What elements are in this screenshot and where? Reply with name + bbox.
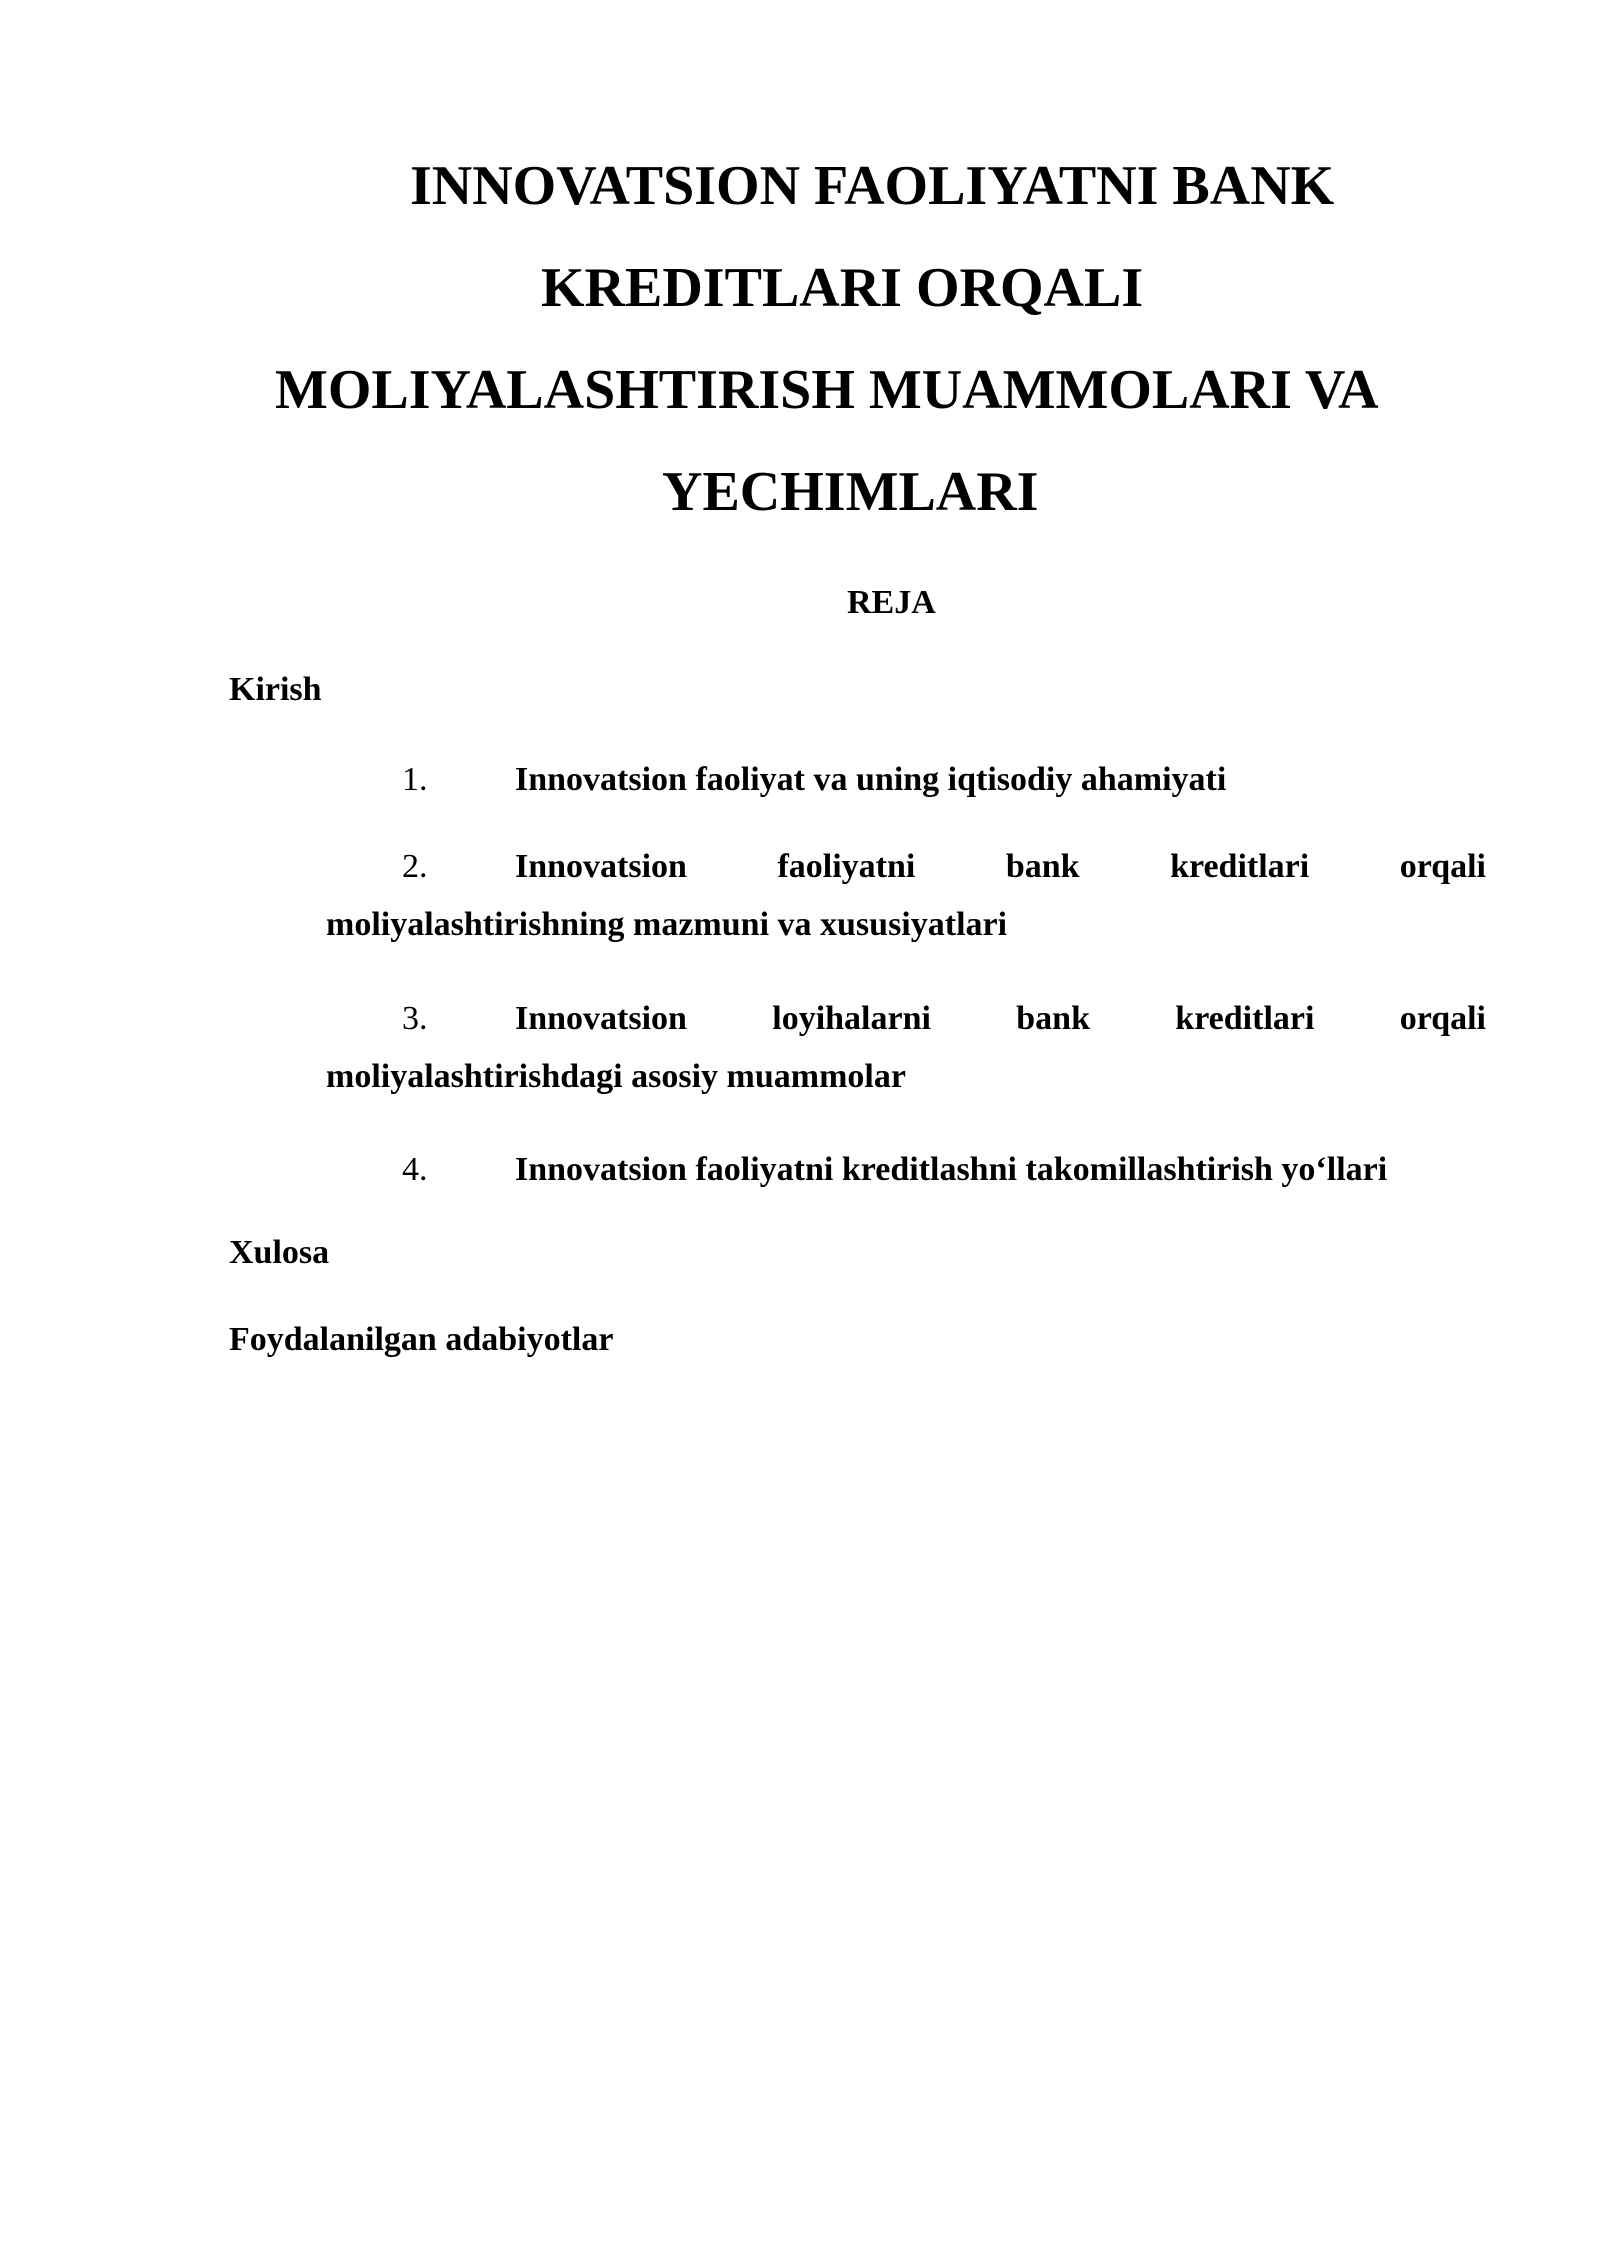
plan-item-3 [326, 987, 1486, 1109]
plan-item-4 [326, 1138, 1486, 1202]
document-title-line-4: YECHIMLARI [662, 461, 1039, 523]
plan-item-text-continuation: moliyalashtirishning mazmuni va xususiyatlari [326, 906, 1008, 943]
plan-item-text-continuation: moliyalashtirishdagi asosiy muammolar [326, 1058, 906, 1095]
plan-item-2 [326, 835, 1486, 957]
section-intro: Kirish [229, 671, 322, 708]
plan-item-number: 4. [402, 1151, 428, 1188]
plan-item-number: 2. [402, 848, 428, 885]
plan-item-number: 3. [402, 1000, 428, 1037]
plan-item-1 [326, 748, 1486, 812]
document-title-line-3: MOLIYALASHTIRISH MUAMMOLARI VA [275, 359, 1379, 421]
plan-item-text: Innovatsion loyihalarni bank kreditlari orqali [515, 1000, 1486, 1037]
section-references: Foydalanilgan adabiyotlar [229, 1321, 614, 1358]
plan-item-text: Innovatsion faoliyatni bank kreditlari orqali [515, 848, 1486, 885]
plan-item-number: 1. [402, 761, 428, 798]
plan-item-text: Innovatsion faoliyat va uning iqtisodiy ahamiyati [515, 761, 1227, 798]
plan-heading: REJA [847, 584, 936, 621]
plan-item-text: Innovatsion faoliyatni kreditlashni takomillashtirish yo‘llari [515, 1151, 1388, 1188]
document-title-line-1: INNOVATSION FAOLIYATNI BANK [410, 155, 1335, 217]
document-title-line-2: KREDITLARI ORQALI [541, 257, 1144, 319]
section-conclusion: Xulosa [229, 1234, 330, 1271]
